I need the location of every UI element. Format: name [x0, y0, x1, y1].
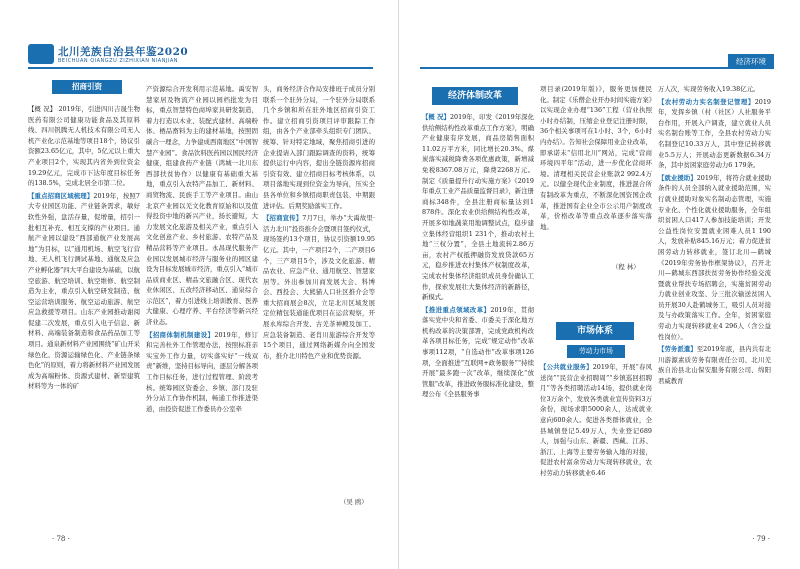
paragraph: 2019年，将符合就业援助条件的人员全部纳入就业援助范围，实行就业援助对象实名制动态管理，实施专业化、个性化就业援助服务，全年组织贫困人口417人参加技能培训；开发公益性岗位安置就业困难人员1 190人，发放补贴845.16万元；着力促进贫困劳动力转移就业，签订北川—鹤城《2019年劳务协作框架协议》，召开北川—鹤城东西部扶贫劳务协作经验交流暨就业帮扶专场招聘会，实施贫困劳动力就业创业攻坚、分三批次输送贫困人员开展30人赴鹤城务工，吸引人员对接及与办政策落实工作。全年，贫困家庭劳动力实现转移就业4 296人（含公益性岗位）。 [658, 173, 771, 341]
right-page [400, 0, 800, 569]
paragraph: 【概 况】 2019年，引进四川吉晟生物医药有限公司健康功能食品及其原料线、四川钒腾无人机技术有限公司无人机产业化示范基地等项目18个，协议引资额23.65亿元，其中，5亿元以上重大产业项目2个，实现其内省外到位资金19.29亿元，完成市下达年度目标任务的138.5%，完成北居全市第二位。 [28, 105, 140, 188]
author-credit: （吴 鸥） [340, 498, 368, 506]
section-heading: 【重点招商区域梳理】 [28, 191, 94, 200]
section-heading: 【农村劳动力实名制登记管理】 [658, 97, 755, 106]
paragraph: 头，商务经济合作局安排班子成员分别联系一个驻外分局，一个驻外分局联系几个乡镇和所在驻外地区招商引资工作。建立招商引资项目评审跟踪工作组，由各个产业部牵头组织专门团队、统筹、针对特定地域，聚焦招商引进的企业提请入部门跟踪调查的资料，统筹提供运行中内容，提出全链资源库招商引资有效、建立招商目标考核体系，以项目落地实现到位资金为导向，压实全县各单位和乡镇招商职责包装、中期跟进评估。后期奖励落实工作。 [263, 85, 375, 210]
section-title-reform: 经济体制改革 [432, 87, 518, 105]
header-title: 北川羌族自治县年鉴2020 [58, 46, 189, 58]
paragraph: 至2019年底，县内共有北川游源素质劳务有限责任公司、北川羌族自治县北山保安服务有限公司、绵阳君威教育 [658, 345, 771, 386]
header-rule [420, 67, 770, 69]
left-column-3 [263, 84, 375, 494]
section-heading: 【推进重点领域改革】 [422, 305, 491, 314]
section-heading: 【招商体制机制建设】 [146, 330, 215, 339]
right-column-1 [422, 112, 534, 527]
right-column-2-lower [540, 362, 652, 527]
yearbook-logo-icon [28, 44, 54, 64]
section-heading: 【概 况】 [422, 113, 450, 121]
paragraph: 7月7日，举办“大禹故里·活力北川”投资推介会暨项目签约仪式，现场签约13个项目，协议引资额19.95亿元。其中，一产项目2个，二产项目6个，三产项目5个，涉及文化旅游、精品农业、应急产业、通用航空、智慧家居等。外出参加川商发展大会、科博会、西投会、大熊猫人口社区推介会等重大招商展会8次，立足北川区域发展定位精包装通能优项目在运营观察，开展永库综合开发、古羌茶神殿及加工、应急装备制造、老肖川旅游综合开发等15个项目，通过网络新媒介向全国发布，推介北川特色产业和优势资源。 [263, 214, 375, 360]
section-title-market: 市场体系 [556, 322, 634, 340]
left-page [0, 0, 399, 569]
section-title-investment: 招商引资 [52, 80, 122, 94]
section-tag: 经济环境 [728, 54, 774, 69]
paragraph: 项目录(2019年版)》，服务更加便民化。制定《乐僧企业开办时间实施方案》以实现企业办理“136”工程（营业执照小时办结制，压缩企业登记注册时限，36个相关事项可在1小时、3个，6小时内办结）。告知社会保障用业企业改革，即承诺未“信用北川”网站，完成“营商环境四平年”活动，进一步优化营商环境。清理相关民营企业账款2 992.4万元。以健全现代企业制度，推进混合所有制改革为重点，不断深化国资国企改革，推进国有企业全市公示用户制度改革，价格改革等重点改革逐步落实落地。 [540, 85, 652, 231]
section-heading: 【招商宣传】 [263, 214, 303, 223]
paragraph: 2019年，按照7大专业园区功能、产业链条需求，敏好软性外强，盘活存量，促增量，招引一批相互补充、相互支撑的产业项目。通航产业园以建设“西部通航产业发展高地”为目标，以“通用机场、航空飞行营地、无人机飞行测试基地、通航及应急产业孵化器”四大平台建设为基础，以航空旅游、航空培训、航空维修、航空制造为主业，重点引入航空研发制造、航空运营培训服务、航空运动旅游、航空应急救援等项目。山东产业园推动谢阅促建二次发展，重点引入电子信息、新材料、高端装备制造和食品药品加工等项目。通泉新材料产业园围绕“矿山开采绿色化、资源运输绿色化、产业链条绿色化”的原则，着力将新材料产业园发展成为高端粉体、资源式建材、新型建筑材料等为一体的矿 [28, 191, 140, 391]
left-column-2 [146, 84, 258, 524]
left-column-1 [28, 84, 140, 524]
page-number: · 78 · [52, 535, 70, 543]
page-number: · 79 · [752, 535, 770, 543]
paragraph: 产资源综合开发利用示范基地。禹安智慧家居及物流产业园以园档批发为目标，重点智慧特色商埠家具研发制造，着力打造以木业、装配式建材、高端粉体、栖品畜料为主的建材基地，按照固碳合一理念，力争建成西南地区“中国智慧产业园”。食品饮料医药园以国民经济健康，组建食药产业链（鸿城一北川东西部扶贫协作）以健康有基础重大基地，重点引入农特产品加工、新材料、商贸物流、民族手工等产业项目。曲山北京产业园以羌文化教育原始和以及值得投资中地的新兴产业，扬长避短，大力发展文化旅游及相关产业，重点引入文化创意产业、乡村旅游、农特产品及精品营料等产业项目。永昌现代服务产业园以发展城市经济与服务业的园区建设为目标发展城市经济，重点引入“城市品质商业区、精品文旅融合区、现代农业休闲区、五改经济移动区、通泉综合示范区”，着力引进线上培训教育、医养大健康、心理疗养、平台经济等新兴经济业态。 [146, 85, 258, 327]
header-rule [28, 67, 373, 69]
paragraph: 万人次，实现劳务收入19.38亿元。 [658, 85, 760, 93]
header-subtitle: BEICHUAN QIANGZU ZIZHIXIAN NIANJIAN [58, 58, 179, 64]
paragraph: 2019年，修订和完善杜外工作管理办法，按照标准亲实宝外工作力量，切实落实好“一线双责”新维，坚持目标导向，逐层分解各项工作目标任务，进行过程管理、阶段考核。统筹园区资委会、乡镇、部门及驻外分站工作协作机制，畅通工作推进渠道，由投资促进工作委员办公室牵 [146, 330, 258, 413]
paragraph: 2019年，发挥乡镇（村（社区）人社服务平台作用，开展入户调查，建立就业人员实名制台账等工作，全县农村劳动力实名制登记10.33万人，其中登记转移就业5.5万人；开展动态更新数据6.34万条，其中贫困家庭劳动力6 179条。 [658, 97, 771, 170]
section-heading: 【劳务派遣】 [658, 345, 697, 354]
right-column-3 [658, 84, 771, 527]
paragraph: 2019年，开展“春风送岗”“民营企业招聘周”“乡镇巡回招聘月”等各类招聘活动14场，提供就业岗位3万余个，发放各类就业宣传资料3万余份，现场求职5000余人，达成就业意向600余人。促进各类群体就业，全县城镇登记5.49万人，失业登记689人，加强与山东、新疆、西藏、江苏、浙江、上海等主要劳务输入地的对接，促进农村富余劳动力实现转移就业，农村劳动力转移就业6.46 [540, 363, 652, 477]
section-heading: 【公共就业服务】 [540, 363, 593, 371]
subsection-title-labor: 劳动力市场 [567, 345, 625, 358]
paragraph: 2019年，贯彻落实党中央和省委、市委关于深化地方机构改革的决策部署，完成党政机构改革各项目标任务，完成“规定动作”改革事项112项，“自选动作”改革事项126项，全面推进“互联网+政务服务”“持续开展“最多跑一次”改革，继续深化“放管服”改革，推进政务服标准化建设，整理公布《全县服务事 [422, 305, 534, 399]
author-credit: （程 林） [612, 263, 640, 271]
paragraph: 2019年，印发《2019年深化供给侧结构性改革重点工作方案》，明确产业健康有序发展，商品房销售面积11.02万平方米，同比增长20.3%。煤炭落实减税降费各项优惠政策，新增减免税8367.08万元，降费2268万元。制定《质量提升行动实施方案》《2019年重点工业产品质量监督目录》，新注册商标348件，全县注册商标量达到1 878件。深化农业供给侧结构性改革，开展多如地蔬菜用地调整试点，稳步建立集体经营组织1 231个，推动农村土地“三权分置”，全县土地流转2.86万亩，农村产权抵押融资发放贷款65万元，稳步推进农村集体产权制度改革，完成农村集体经济组织成员身份确认工作，探索发展壮大集体经济的新路径，新模式。 [422, 113, 534, 302]
right-column-2 [540, 84, 652, 259]
section-heading: 【就业援助】 [658, 173, 697, 182]
